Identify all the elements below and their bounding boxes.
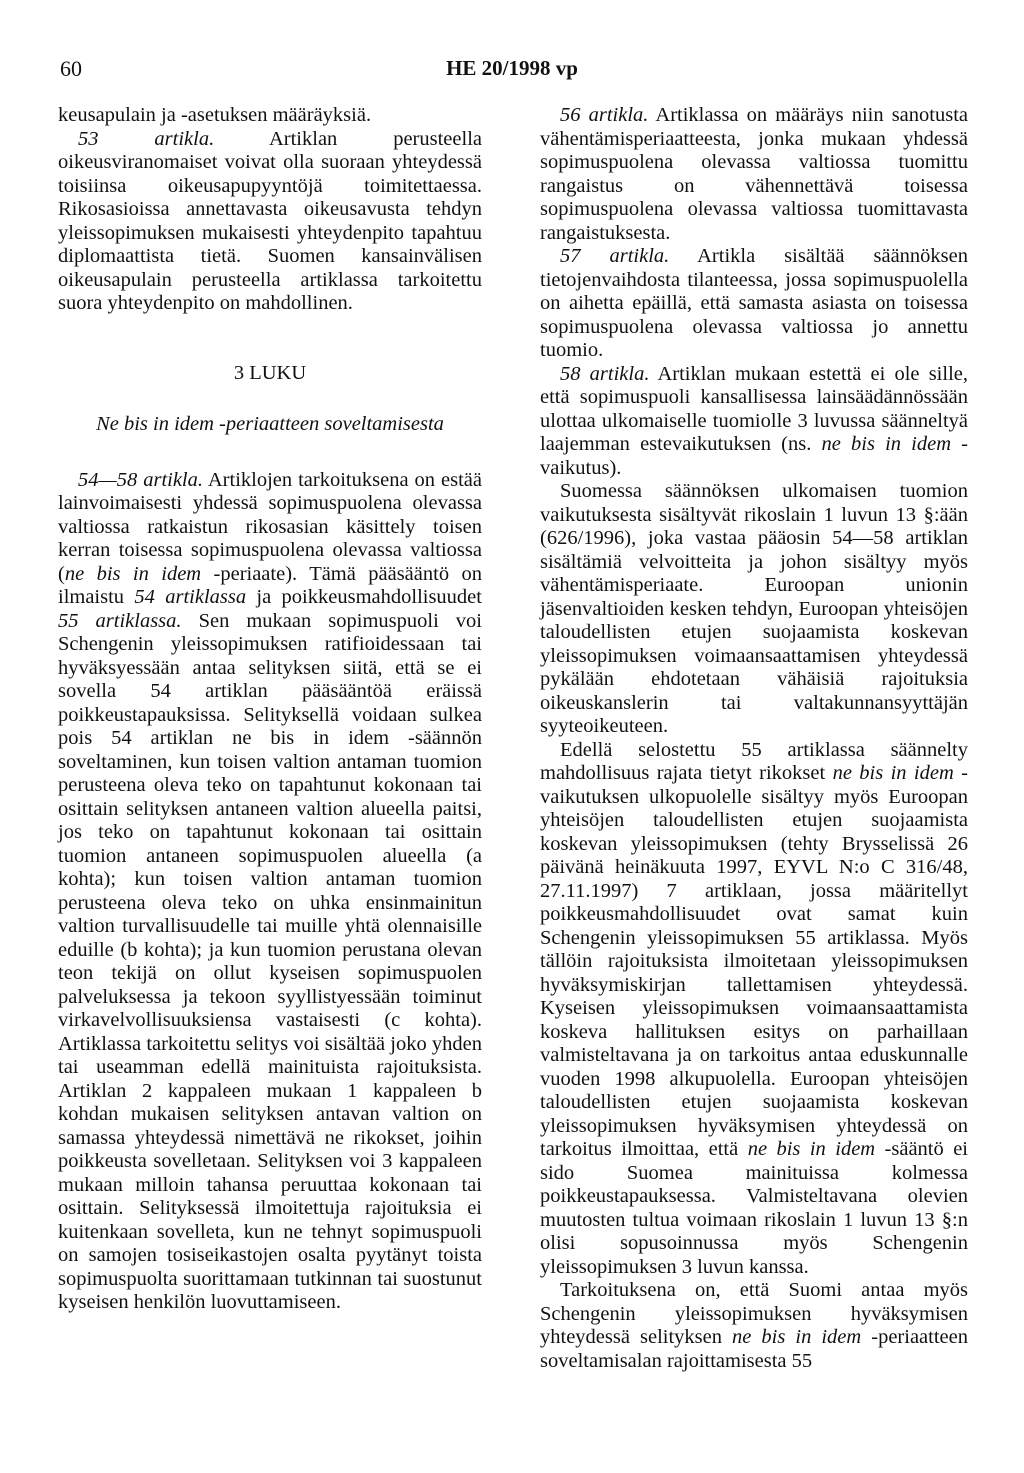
article-heading: 57 artikla. (560, 245, 670, 267)
chapter-title: Ne bis in idem -periaatteen soveltamisesta (96, 413, 444, 435)
paragraph-57-artikla: 57 artikla. Artikla sisältää säännöksen tietojenvaihdosta tilanteessa, jossa sopimuspuolella on aihetta epäillä, että samasta asiasta on toisessa sopimuspuolena olevassa valtiossa jo annettu tuomio. (540, 245, 968, 361)
left-column (58, 104, 482, 1315)
chapter-number: 3 LUKU (233, 361, 307, 384)
page-number: 60 (60, 56, 82, 81)
paragraph-58-artikla: 58 artikla. Artiklan mukaan estettä ei ole sille, että sopimuspuoli kansallisessa lainsäädännössään ulottaa ulkomaiselle tuomiolle 3 luvussa säänneltyä laajemman estevaikutuksen (ns. ne bis in idem -vaikutus). (540, 362, 968, 479)
running-title: HE 20/1998 vp (446, 56, 578, 80)
article-heading: 58 artikla. (560, 362, 650, 385)
paragraph: keusapulain ja -asetuksen määräyksiä. (58, 104, 372, 126)
paragraph: Tarkoituksena on, että Suomi antaa myös Schengenin yleissopimuksen hyväksymisen yhteydessä selityksen ne bis in idem -periaatteen soveltamisalan rajoittamisesta 55 (540, 1279, 968, 1372)
right-column (540, 104, 968, 1373)
paragraph-56-artikla: 56 artikla. Artiklassa on määräys niin sanotusta vähentämisperiaatteesta, jonka mukaan yhdessä sopimuspuolena olevassa valtiossa tuomittu rangaistus on vähennettävä toisessa sopimuspuolena olevassa valtiossa tuomittavasta rangaistuksesta. (540, 104, 968, 244)
paragraph-54-58-artikla: 54—58 artikla. Artiklojen tarkoituksena on estää lainvoimaisesti yhdessä sopimuspuolena olevassa valtiossa ratkaistun rikosasian käsittely toisen kerran toisessa sopimuspuolena olevassa valtiossa (ne bis in idem -periaate). Tämä pääsääntö on ilmaistu 54 artiklassa ja poikkeusmahdollisuudet 55 artiklassa. Sen mukaan sopimuspuoli voi Schengenin yleissopimuksen ratifioidessaan tai hyväksyessään antaa selityksen siitä, että se ei sovella 54 artiklan pääsääntöä eräissä poikkeustapauksissa. Selityksellä voidaan sulkea pois 54 artiklan ne bis in idem -säännön soveltaminen, kun toisen valtion antaman tuomion perusteena oleva teko on tapahtunut kokonaan tai osittain selityksen antaneen valtion alueella paitsi, jos teko on tapahtunut kokonaan tai osittain tuomion antaneen sopimuspuolen alueella (a kohta); kun toisen valtion antaman tuomion perusteena oleva teko on uhka ensinmainitun valtion turvallisuudelle tai muille yhtä olennaisille eduille (b kohta); ja kun tuomion perustana olevan teon tekijä on ollut kyseisen sopimuspuolen palveluksessa ja tekoon syyllistyessään toiminut virkavelvollisuuksiensa vastaisesti (c kohta). Artiklassa tarkoitettu selitys voi sisältää joko yhden tai useamman edellä mainituista rajoituksista. Artiklan 2 kappaleen mukaan 1 kappaleen b kohdan mukaisen selityksen antavan valtion on samassa yhteydessä nimettävä ne rikokset, joihin poikkeusta sovelletaan. Selityksen voi 3 kappaleen mukaan milloin tahansa peruuttaa kokonaan tai osittain. Selityksessä ilmoitettuja rajoituksia ei kuitenkaan sovelleta, kun ne tehnyt sopimuspuoli on samojen tosiseikastojen osalta pyytänyt toista sopimuspuolta suorittamaan tutkinnan tai suostunut kyseisen henkilön luovuttamiseen. (58, 468, 482, 1313)
article-heading: 53 artikla. (78, 127, 215, 150)
paragraph: Edellä selostettu 55 artiklassa säännelty mahdollisuus rajata tietyt rikokset ne bis in idem -vaikutuksen ulkopuolelle sisältyy myös Euroopan yhteisöjen taloudellisten etujen suojaamista koskevan yleissopimuksen (tehty Brysselissä 26 päivänä heinäkuuta 1997, EYVL N:o C 316/48, 27.11.1997) 7 artiklaan, jossa määritellyt poikkeusmahdollisuudet ovat samat kuin Schengenin yleissopimuksen 55 artiklassa. Myös tällöin rajoituksista ilmoitetaan yleissopimuksen hyväksymiskirjan tallettamisen yhteydessä. Kyseisen yleissopimuksen voimaansaattamista koskeva hallituksen esitys on parhaillaan valmisteltavana ja on tarkoitus antaa eduskunnalle vuoden 1998 alkupuolella. Euroopan yhteisöjen taloudellisten etujen suojaamista koskevan yleissopimuksen hyväksymisen yhteydessä on tarkoitus ilmoittaa, että ne bis in idem -sääntö ei sido Suomea mainituissa kolmessa poikkeustapauksessa. Valmisteltavana olevien muutosten tultua voimaan rikoslain 1 luvun 13 §:n olisi sopusoinnussa myös Schengenin yleissopimuksen 3 luvun kanssa. (540, 738, 968, 1278)
page-header (60, 56, 964, 86)
article-heading: 56 artikla. (560, 104, 649, 126)
paragraph: Suomessa säännöksen ulkomaisen tuomion vaikutuksesta sisältyvät rikoslain 1 luvun 13 §:ään (626/1996), joka vastaa pääosin 54—58 artiklan sisältämiä velvoitteita ja johon sisältyy myös vähentämisperiaate. Euroopan unionin jäsenvaltioiden kesken tehdyn, Euroopan yhteisöjen taloudellisten etujen suojaamista koskevan yleissopimuksen voimaansaattamisen yhteydessä pykälään ehdotetaan vähäisiä rajoituksia oikeuskanslerin tai valtakunnansyyttäjän syyteoikeuteen. (540, 480, 968, 737)
paragraph-53-artikla: 53 artikla. Artiklan perusteella oikeusviranomaiset voivat olla suoraan yhteydessä toisiinsa oikeusapupyyntöjä toimitettaessa. Rikosasioissa annettavasta oikeusavusta tehdyn yleissopimuksen mukaisesti yhteydenpito tapahtuu diplomaattista tietä. Suomen kansainvälisen oikeusapulain perusteella artiklassa tarkoitettu suora yhteydenpito on mahdollinen. (58, 127, 482, 314)
article-heading: 54—58 artikla. (78, 468, 204, 491)
